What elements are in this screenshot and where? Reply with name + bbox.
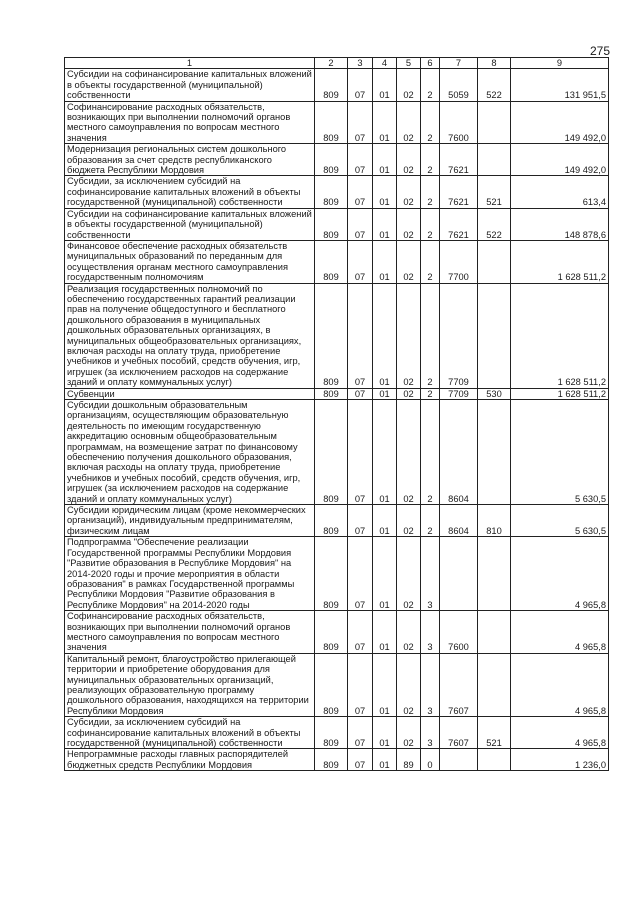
- ministry-code-cell: 809: [315, 653, 348, 716]
- expense-name-cell: Субсидии на софинансирование капитальных вложений в объекты государственной (муниципальной) собственности: [65, 69, 315, 101]
- program-code-cell: 02: [397, 176, 421, 208]
- table-row: [65, 749, 609, 771]
- expense-name-cell: Субвенции: [65, 388, 315, 399]
- ministry-code-cell: 809: [315, 505, 348, 537]
- subprogram-code-cell: 2: [421, 144, 440, 176]
- expense-name-cell: Непрограммные расходы главных распорядителей бюджетных средств Республики Мордовия: [65, 749, 315, 771]
- expense-type-code-cell: [478, 749, 511, 771]
- table-row: [65, 653, 609, 716]
- subprogram-code-cell: 2: [421, 69, 440, 101]
- expense-type-code-cell: 810: [478, 505, 511, 537]
- page-number: 275: [590, 44, 611, 58]
- section-code-cell: 07: [348, 400, 373, 505]
- column-header: 2: [315, 58, 348, 69]
- program-code-cell: 02: [397, 611, 421, 654]
- ministry-code-cell: 809: [315, 611, 348, 654]
- amount-cell: 1 628 511,2: [511, 283, 609, 388]
- section-code-cell: 07: [348, 653, 373, 716]
- ministry-code-cell: 809: [315, 208, 348, 240]
- expense-name-cell: Модернизация региональных систем дошкольного образования за счет средств республиканского бюджета Республики Мордовия: [65, 144, 315, 176]
- subsection-code-cell: 01: [373, 101, 397, 144]
- section-code-cell: 07: [348, 101, 373, 144]
- subsection-code-cell: 01: [373, 388, 397, 399]
- table-row: [65, 240, 609, 283]
- program-code-cell: 02: [397, 537, 421, 611]
- direction-code-cell: 7700: [440, 240, 478, 283]
- expense-type-code-cell: 521: [478, 176, 511, 208]
- ministry-code-cell: 809: [315, 283, 348, 388]
- direction-code-cell: [440, 749, 478, 771]
- ministry-code-cell: 809: [315, 388, 348, 399]
- subprogram-code-cell: 2: [421, 240, 440, 283]
- section-code-cell: 07: [348, 749, 373, 771]
- expense-name-cell: Субсидии юридическим лицам (кроме некоммерческих организаций), индивидуальным предпринимателям, физическим лицам: [65, 505, 315, 537]
- expense-name-cell: Капитальный ремонт, благоустройство прилегающей территории и приобретение оборудования для муниципальных образовательных организаций, реализующих образовательную программу дошкольного образования, находящихся на территории Республики Мордовия: [65, 653, 315, 716]
- budget-table: [64, 57, 609, 771]
- expense-name-cell: Финансовое обеспечение расходных обязательств муниципальных образований по переданным для осуществления органам местного самоуправления государственным полномочиям: [65, 240, 315, 283]
- expense-name-cell: Субсидии на софинансирование капитальных вложений в объекты государственной (муниципальной) собственности: [65, 208, 315, 240]
- expense-type-code-cell: [478, 144, 511, 176]
- program-code-cell: 02: [397, 208, 421, 240]
- table-row: [65, 505, 609, 537]
- direction-code-cell: 7600: [440, 101, 478, 144]
- expense-type-code-cell: [478, 283, 511, 388]
- table-row: [65, 611, 609, 654]
- table-row: [65, 69, 609, 101]
- subsection-code-cell: 01: [373, 537, 397, 611]
- table-header-row: [65, 58, 609, 69]
- subprogram-code-cell: 3: [421, 611, 440, 654]
- direction-code-cell: 7709: [440, 388, 478, 399]
- amount-cell: 148 878,6: [511, 208, 609, 240]
- subsection-code-cell: 01: [373, 69, 397, 101]
- subsection-code-cell: 01: [373, 653, 397, 716]
- amount-cell: 5 630,5: [511, 505, 609, 537]
- expense-name-cell: Подпрограмма "Обеспечение реализации Государственной программы Республики Мордовия "Развитие образования в Республике Мордовия" на 2014-2020 годы и прочие мероприятия в области образования" в рамках Государственной программы Республики Мордовия "Развитие образования в Республике Мордовия" на 2014-2020 годы: [65, 537, 315, 611]
- program-code-cell: 02: [397, 653, 421, 716]
- expense-type-code-cell: [478, 400, 511, 505]
- amount-cell: 4 965,8: [511, 653, 609, 716]
- table-row: [65, 101, 609, 144]
- program-code-cell: 02: [397, 505, 421, 537]
- direction-code-cell: 7607: [440, 653, 478, 716]
- direction-code-cell: 8604: [440, 505, 478, 537]
- section-code-cell: 07: [348, 388, 373, 399]
- table-row: [65, 717, 609, 749]
- expense-type-code-cell: 530: [478, 388, 511, 399]
- program-code-cell: 02: [397, 400, 421, 505]
- expense-name-cell: Субсидии, за исключением субсидий на софинансирование капитальных вложений в объекты государственной (муниципальной) собственности: [65, 717, 315, 749]
- expense-name-cell: Субсидии, за исключением субсидий на софинансирование капитальных вложений в объекты государственной (муниципальной) собственности: [65, 176, 315, 208]
- program-code-cell: 02: [397, 388, 421, 399]
- expense-type-code-cell: [478, 653, 511, 716]
- column-header: 7: [440, 58, 478, 69]
- direction-code-cell: 8604: [440, 400, 478, 505]
- section-code-cell: 07: [348, 611, 373, 654]
- program-code-cell: 02: [397, 144, 421, 176]
- subsection-code-cell: 01: [373, 176, 397, 208]
- subprogram-code-cell: 2: [421, 101, 440, 144]
- expense-type-code-cell: [478, 101, 511, 144]
- direction-code-cell: 5059: [440, 69, 478, 101]
- ministry-code-cell: 809: [315, 101, 348, 144]
- subprogram-code-cell: 0: [421, 749, 440, 771]
- direction-code-cell: 7709: [440, 283, 478, 388]
- ministry-code-cell: 809: [315, 176, 348, 208]
- subsection-code-cell: 01: [373, 240, 397, 283]
- subsection-code-cell: 01: [373, 749, 397, 771]
- section-code-cell: 07: [348, 505, 373, 537]
- subsection-code-cell: 01: [373, 144, 397, 176]
- section-code-cell: 07: [348, 69, 373, 101]
- subprogram-code-cell: 2: [421, 400, 440, 505]
- amount-cell: 149 492,0: [511, 144, 609, 176]
- subprogram-code-cell: 2: [421, 283, 440, 388]
- amount-cell: 1 628 511,2: [511, 240, 609, 283]
- direction-code-cell: 7600: [440, 611, 478, 654]
- section-code-cell: 07: [348, 537, 373, 611]
- expense-type-code-cell: 521: [478, 717, 511, 749]
- subsection-code-cell: 01: [373, 283, 397, 388]
- subprogram-code-cell: 3: [421, 717, 440, 749]
- column-header: 1: [65, 58, 315, 69]
- amount-cell: 149 492,0: [511, 101, 609, 144]
- amount-cell: 4 965,8: [511, 717, 609, 749]
- expense-type-code-cell: 522: [478, 208, 511, 240]
- expense-name-cell: Софинансирование расходных обязательств, возникающих при выполнении полномочий органов местного самоуправления по вопросам местного значения: [65, 101, 315, 144]
- section-code-cell: 07: [348, 144, 373, 176]
- ministry-code-cell: 809: [315, 537, 348, 611]
- amount-cell: 131 951,5: [511, 69, 609, 101]
- subprogram-code-cell: 3: [421, 537, 440, 611]
- ministry-code-cell: 809: [315, 144, 348, 176]
- program-code-cell: 02: [397, 240, 421, 283]
- section-code-cell: 07: [348, 208, 373, 240]
- subsection-code-cell: 01: [373, 611, 397, 654]
- table-row: [65, 144, 609, 176]
- expense-type-code-cell: [478, 611, 511, 654]
- amount-cell: 1 628 511,2: [511, 388, 609, 399]
- section-code-cell: 07: [348, 176, 373, 208]
- expense-type-code-cell: [478, 537, 511, 611]
- program-code-cell: 89: [397, 749, 421, 771]
- program-code-cell: 02: [397, 69, 421, 101]
- column-header: 9: [511, 58, 609, 69]
- amount-cell: 5 630,5: [511, 400, 609, 505]
- expense-type-code-cell: [478, 240, 511, 283]
- column-header: 5: [397, 58, 421, 69]
- column-header: 6: [421, 58, 440, 69]
- ministry-code-cell: 809: [315, 240, 348, 283]
- program-code-cell: 02: [397, 283, 421, 388]
- column-header: 8: [478, 58, 511, 69]
- direction-code-cell: 7621: [440, 176, 478, 208]
- column-header: 3: [348, 58, 373, 69]
- table-row: [65, 400, 609, 505]
- amount-cell: 4 965,8: [511, 611, 609, 654]
- amount-cell: 1 236,0: [511, 749, 609, 771]
- direction-code-cell: 7621: [440, 144, 478, 176]
- ministry-code-cell: 809: [315, 69, 348, 101]
- amount-cell: 4 965,8: [511, 537, 609, 611]
- subsection-code-cell: 01: [373, 208, 397, 240]
- subprogram-code-cell: 3: [421, 653, 440, 716]
- subprogram-code-cell: 2: [421, 505, 440, 537]
- table-row: [65, 208, 609, 240]
- direction-code-cell: 7607: [440, 717, 478, 749]
- subsection-code-cell: 01: [373, 505, 397, 537]
- program-code-cell: 02: [397, 717, 421, 749]
- section-code-cell: 07: [348, 240, 373, 283]
- amount-cell: 613,4: [511, 176, 609, 208]
- program-code-cell: 02: [397, 101, 421, 144]
- section-code-cell: 07: [348, 283, 373, 388]
- subsection-code-cell: 01: [373, 400, 397, 505]
- ministry-code-cell: 809: [315, 717, 348, 749]
- ministry-code-cell: 809: [315, 749, 348, 771]
- table-row: [65, 176, 609, 208]
- table-row: [65, 537, 609, 611]
- column-header: 4: [373, 58, 397, 69]
- subprogram-code-cell: 2: [421, 208, 440, 240]
- section-code-cell: 07: [348, 717, 373, 749]
- table-row: [65, 388, 609, 399]
- direction-code-cell: 7621: [440, 208, 478, 240]
- table-row: [65, 283, 609, 388]
- subsection-code-cell: 01: [373, 717, 397, 749]
- subprogram-code-cell: 2: [421, 388, 440, 399]
- expense-name-cell: Софинансирование расходных обязательств, возникающих при выполнении полномочий органов местного самоуправления по вопросам местного значения: [65, 611, 315, 654]
- direction-code-cell: [440, 537, 478, 611]
- expense-name-cell: Реализация государственных полномочий по обеспечению государственных гарантий реализации прав на получение общедоступного и бесплатного дошкольного образования в муниципальных дошкольных образовательных организациях, в муниципальных общеобразовательных организациях, включая расходы на оплату труда, приобретение учебников и учебных пособий, средств обучения, игр, игрушек (за исключением расходов на содержание зданий и оплату коммунальных услуг): [65, 283, 315, 388]
- expense-name-cell: Субсидии дошкольным образовательным организациям, осуществляющим образовательную деятельность по имеющим государственную аккредитацию основным общеобразовательным программам, на возмещение затрат по финансовому обеспечению получения дошкольного образования, включая расходы на оплату труда, приобретение учебников и учебных пособий, средств обучения, игр, игрушек (за исключением расходов на содержание зданий и оплату коммунальных услуг): [65, 400, 315, 505]
- expense-type-code-cell: 522: [478, 69, 511, 101]
- ministry-code-cell: 809: [315, 400, 348, 505]
- subprogram-code-cell: 2: [421, 176, 440, 208]
